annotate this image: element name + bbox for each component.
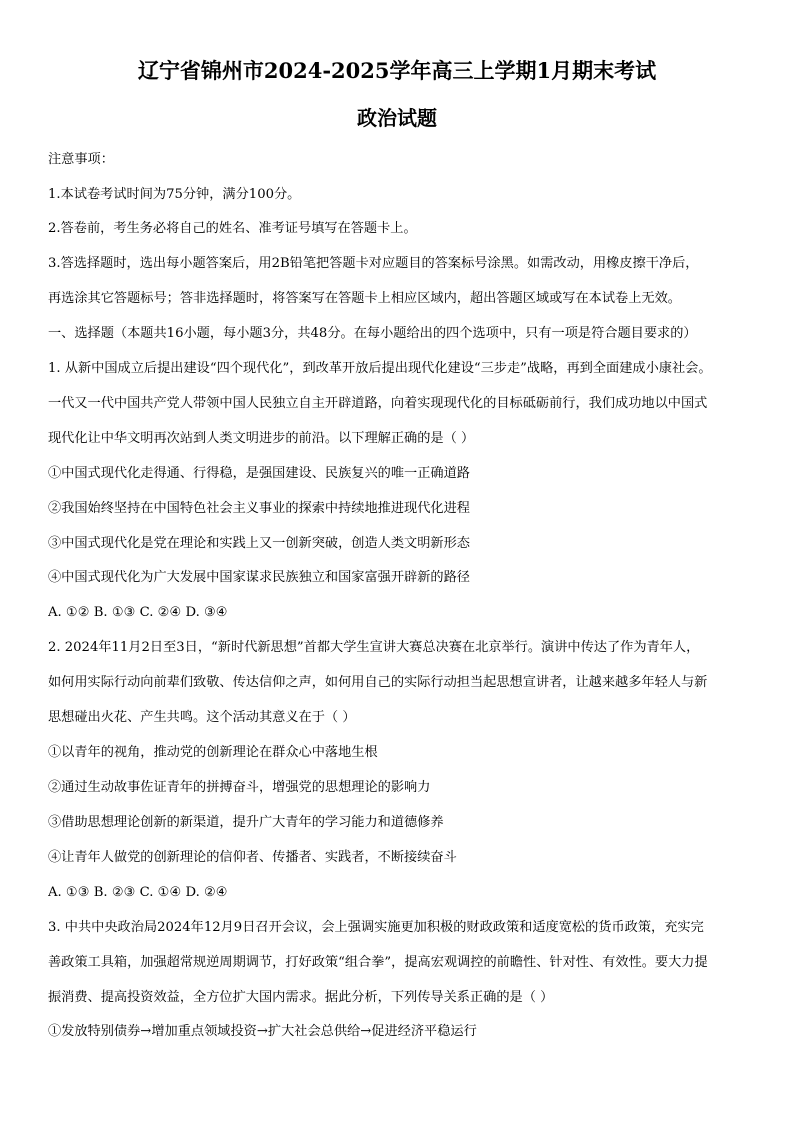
question-stem-line: 一代又一代中国共产党人带领中国人民独立自主开辟道路，向着实现现代化的目标砥砺前行，我们成功地以中国式 — [48, 396, 708, 411]
question-stem-line: 2. 2024年11月2日至3日，“新时代新思想”首都大学生宣讲大赛总决赛在北京举行。演讲中传达了作为青年人， — [48, 640, 700, 655]
question-statement: ③中国式现代化是党在理论和实践上又一创新突破，创造人类文明新形态 — [48, 536, 470, 551]
question-statement: ②我国始终坚持在中国特色社会主义事业的探索中持续地推进现代化进程 — [48, 501, 470, 516]
question-statement: ④中国式现代化为广大发展中国家谋求民族独立和国家富强开辟新的路径 — [48, 570, 470, 585]
question-statement: ③借助思想理论创新的新渠道，提升广大青年的学习能力和道德修养 — [48, 815, 444, 830]
exam-title: 辽宁省锦州市2024-2025学年高三上学期1月期末考试 — [137, 58, 657, 83]
question-options: A. ①③ B. ②③ C. ①④ D. ②④ — [48, 885, 228, 900]
question-stem-line: 1. 从新中国成立后提出建设“四个现代化”，到改革开放后提出现代化建设“三步走”战略，再到全面建成小康社会。 — [48, 361, 712, 376]
note-item: 再选涂其它答题标号；答非选择题时，将答案写在答题卡上相应区域内，超出答题区域或写在本试卷上无效。 — [48, 291, 681, 306]
question-statement: ①中国式现代化走得通、行得稳，是强国建设、民族复兴的唯一正确道路 — [48, 466, 470, 481]
section-heading: 一、选择题（本题共16小题，每小题3分，共48分。在每小题给出的四个选项中，只有一项是符合题目要求的） — [48, 326, 697, 341]
note-item: 2.答卷前，考生务必将自己的姓名、准考证号填写在答题卡上。 — [48, 221, 417, 236]
question-options: A. ①② B. ①③ C. ②④ D. ③④ — [48, 605, 228, 620]
question-statement: ④让青年人做党的创新理论的信仰者、传播者、实践者，不断接续奋斗 — [48, 850, 457, 865]
note-item: 3.答选择题时，选出每小题答案后，用2B铅笔把答题卡对应题目的答案标号涂黑。如需改动，用橡皮擦干净后， — [48, 256, 699, 271]
notes-heading: 注意事项： — [48, 152, 114, 167]
question-stem-line: 振消费、提高投资效益，全方位扩大国内需求。据此分析，下列传导关系正确的是（ ） — [48, 990, 554, 1005]
question-statement: ②通过生动故事佐证青年的拼搏奋斗，增强党的思想理论的影响力 — [48, 780, 431, 795]
exam-subtitle: 政治试题 — [357, 106, 437, 130]
question-stem-line: 如何用实际行动向前辈们致敬、传达信仰之声，如何用自己的实际行动担当起思想宣讲者，让越来越多年轻人与新 — [48, 675, 708, 690]
note-item: 1.本试卷考试时间为75分钟，满分100分。 — [48, 187, 301, 202]
question-statement: ①以青年的视角，推动党的创新理论在群众心中落地生根 — [48, 745, 378, 760]
question-statement: ①发放特别债券→增加重点领域投资→扩大社会总供给→促进经济平稳运行 — [48, 1024, 477, 1039]
question-stem-line: 现代化让中华文明再次站到人类文明进步的前沿。以下理解正确的是（ ） — [48, 431, 475, 446]
question-stem-line: 思想碰出火花、产生共鸣。这个活动其意义在于（ ） — [48, 710, 356, 725]
question-stem-line: 善政策工具箱，加强超常规逆周期调节，打好政策“组合拳”，提高宏观调控的前瞻性、针对性、有效性。要大力提 — [48, 955, 708, 970]
question-stem-line: 3. 中共中央政治局2024年12月9日召开会议，会上强调实施更加积极的财政政策和适度宽松的货币政策，充实完 — [48, 920, 704, 935]
